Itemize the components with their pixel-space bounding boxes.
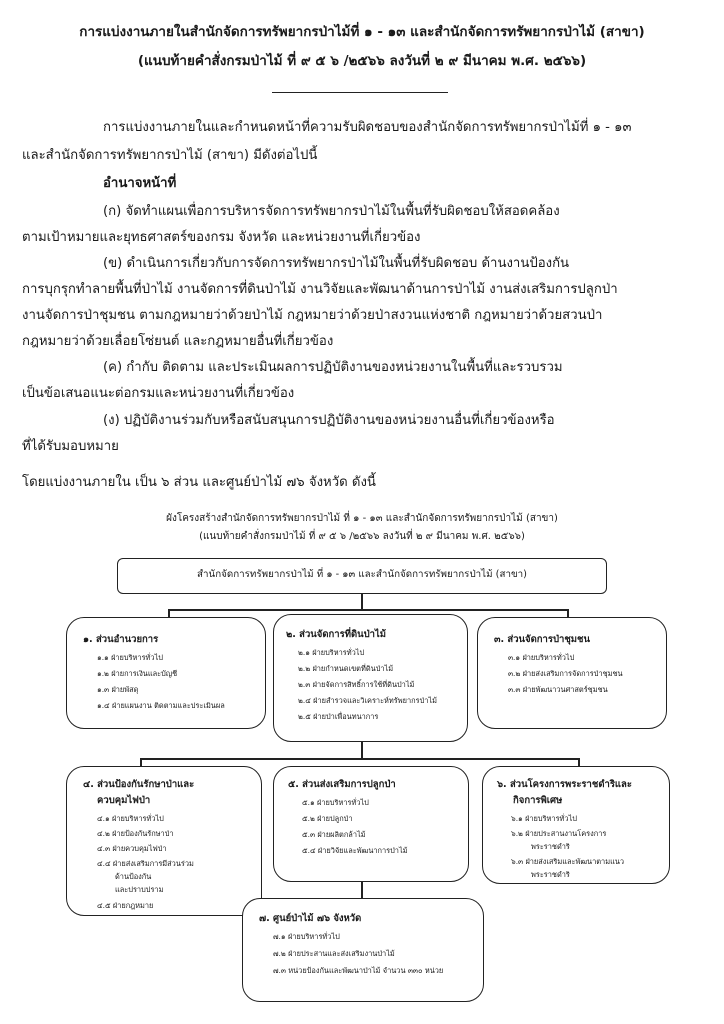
unit-6-item-2: ๖.๒ ฝ่ายประสานงานโครงการ: [511, 829, 607, 838]
duty-b-line-4: กฎหมายว่าด้วยเลื่อยโซ่ยนต์ และกฎหมายอื่นที่เกี่ยวข้อง: [22, 334, 334, 349]
duty-b-line-2: การบุกรุกทำลายพื้นที่ป่าไม้ งานจัดการที่ดินป่าไม้ งานวิจัยและพัฒนาด้านการป่าไม้ งานส่งเสริมการปลูกป่า: [22, 282, 618, 297]
connector-top-down: [361, 593, 363, 610]
unit-1-item-3: ๑.๓ ฝ่ายพัสดุ: [97, 685, 139, 694]
duty-c-line-2: เป็นข้อเสนอแนะต่อกรมและหน่วยงานที่เกี่ยวข้อง: [22, 386, 295, 401]
unit-3-item-1: ๓.๑ ฝ่ายบริหารทั่วไป: [508, 653, 575, 662]
unit-3-item-2: ๓.๒ ฝ่ายส่งเสริมการจัดการป่าชุมชน: [508, 669, 623, 678]
unit-2-item-2: ๒.๒ ฝ่ายกำหนดเขตที่ดินป่าไม้: [298, 664, 394, 673]
unit-3-item-3: ๓.๓ ฝ่ายพัฒนาวนศาสตร์ชุมชน: [508, 685, 608, 694]
unit-box-7: [242, 898, 484, 1002]
org-root-box: [117, 558, 607, 594]
unit-box-6: [482, 766, 670, 884]
duty-d-line-2: ที่ได้รับมอบหมาย: [22, 439, 119, 454]
duty-a-line-2: ตามเป้าหมายและยุทธศาสตร์ของกรม จังหวัด และหน่วยงานที่เกี่ยวข้อง: [22, 230, 421, 245]
unit-box-5: [273, 766, 469, 882]
duty-b-line-1: (ข) ดำเนินการเกี่ยวกับการจัดการทรัพยากรป่าไม้ในพื้นที่รับผิดชอบ ด้านงานป้องกัน: [103, 256, 570, 271]
unit-6-item-1: ๖.๑ ฝ่ายบริหารทั่วไป: [511, 814, 577, 823]
unit-7-title: ๗. ศูนย์ป่าไม้ ๗๖ จังหวัด: [259, 913, 362, 924]
unit-5-title: ๕. ส่วนส่งเสริมการปลูกป่า: [288, 779, 396, 790]
unit-6-item-3-cont: พระราชดำริ: [531, 870, 570, 879]
duty-d-line-1: (ง) ปฏิบัติงานร่วมกับหรือสนับสนุนการปฏิบัติงานของหน่วยงานอื่นที่เกี่ยวข้องหรือ: [103, 413, 555, 428]
unit-6-item-2-cont: พระราชดำริ: [531, 842, 570, 851]
unit-box-1: [66, 617, 266, 729]
connector-mid-down: [361, 740, 363, 760]
unit-7-item-1: ๗.๑ ฝ่ายบริหารทั่วไป: [273, 932, 340, 941]
duty-b-line-3: งานจัดการป่าชุมชน ตามกฎหมายว่าด้วยป่าไม้ กฎหมายว่าด้วยป่าสงวนแห่งชาติ กฎหมายว่าด้วยสวนป่า: [22, 308, 603, 323]
document-title: การแบ่งงานภายในสำนักจัดการทรัพยากรป่าไม้ที่ ๑ - ๑๓ และสำนักจัดการทรัพยากรป่าไม้ (สาขา): [79, 24, 645, 40]
duty-a-line-1: (ก) จัดทำแผนเพื่อการบริหารจัดการทรัพยากรป่าไม้ในพื้นที่รับผิดชอบให้สอดคล้อง: [103, 204, 560, 219]
unit-4-item-3: ๔.๓ ฝ่ายควบคุมไฟป่า: [97, 844, 167, 853]
org-chart-title: ผังโครงสร้างสำนักจัดการทรัพยากรป่าไม้ ที่ ๑ - ๑๓ และสำนักจัดการทรัพยากรป่าไม้ (สาขา): [166, 513, 558, 524]
unit-6-title-cont: กิจการพิเศษ: [513, 795, 563, 806]
unit-7-item-3: ๗.๓ หน่วยป้องกันและพัฒนาป่าไม้ จำนวน ๓๓๐ หน่วย: [273, 966, 444, 975]
unit-1-item-1: ๑.๑ ฝ่ายบริหารทั่วไป: [97, 653, 163, 662]
connector-row2-bar: [140, 758, 580, 760]
unit-6-item-3: ๖.๓ ฝ่ายส่งเสริมและพัฒนาตามแนว: [511, 857, 625, 866]
unit-2-item-1: ๒.๑ ฝ่ายบริหารทั่วไป: [298, 648, 365, 657]
unit-2-item-5: ๒.๕ ฝ่ายป่าเพื่อนทนาการ: [298, 712, 379, 721]
title-divider: [272, 92, 448, 93]
unit-4-title-cont: ควบคุมไฟป่า: [97, 795, 151, 806]
unit-4-item-1: ๔.๑ ฝ่ายบริหารทั่วไป: [97, 814, 164, 823]
document-subtitle: (แนบท้ายคำสั่งกรมป่าไม้ ที่ ๙ ๕ ๖ /๒๕๖๖ ลงวันที่ ๒ ๙ มีนาคม พ.ศ. ๒๕๖๖): [137, 53, 587, 69]
unit-4-item-4: ๔.๔ ฝ่ายส่งเสริมการมีส่วนร่วม: [97, 859, 194, 868]
unit-4-item-4-cont1: ด้านป้องกัน: [115, 872, 152, 881]
unit-1-item-2: ๑.๒ ฝ่ายการเงินและบัญชี: [97, 669, 178, 678]
intro-line-1: การแบ่งงานภายในและกำหนดหน้าที่ความรับผิดชอบของสำนักจัดการทรัพยากรป่าไม้ที่ ๑ - ๑๓: [103, 120, 632, 135]
unit-4-item-2: ๔.๒ ฝ่ายป้องกันรักษาป่า: [97, 829, 174, 838]
unit-2-item-4: ๒.๔ ฝ่ายสำรวจและวิเคราะห์ทรัพยากรป่าไม้: [298, 696, 437, 705]
unit-2-item-3: ๒.๓ ฝ่ายจัดการสิทธิ์การใช้ที่ดินป่าไม้: [298, 680, 415, 689]
unit-box-3: [477, 617, 667, 729]
unit-3-title: ๓. ส่วนจัดการป่าชุมชน: [494, 634, 590, 645]
duty-c-line-1: (ค) กำกับ ติดตาม และประเมินผลการปฏิบัติงานของหน่วยงานในพื้นที่และรวบรวม: [103, 360, 563, 375]
connector-unit-7: [361, 880, 363, 900]
unit-5-item-1: ๕.๑ ฝ่ายบริหารทั่วไป: [302, 798, 369, 807]
unit-5-item-3: ๕.๓ ฝ่ายผลิตกล้าไม้: [302, 830, 366, 839]
division-summary: โดยแบ่งงานภายใน เป็น ๖ ส่วน และศูนย์ป่าไม้ ๗๖ จังหวัด ดังนี้: [22, 475, 376, 490]
unit-4-item-4-cont2: และปราบปราม: [115, 885, 164, 894]
org-root-label: สำนักจัดการทรัพยากรป่าไม้ ที่ ๑ - ๑๓ และสำนักจัดการทรัพยากรป่าไม้ (สาขา): [197, 569, 527, 580]
unit-7-item-2: ๗.๒ ฝ่ายประสานและส่งเสริมงานป่าไม้: [273, 949, 395, 958]
unit-box-4: [66, 766, 262, 916]
org-chart-subtitle: (แนบท้ายคำสั่งกรมป่าไม้ ที่ ๙ ๕ ๖ /๒๕๖๖ ลงวันที่ ๒ ๙ มีนาคม พ.ศ. ๒๕๖๖): [199, 531, 525, 542]
unit-5-item-4: ๕.๔ ฝ่ายวิจัยและพัฒนาการป่าไม้: [302, 846, 408, 855]
unit-box-2: [273, 614, 468, 742]
connector-row1-bar: [168, 609, 569, 611]
unit-6-title: ๖. ส่วนโครงการพระราชดำริและ: [497, 779, 632, 790]
unit-2-title: ๒. ส่วนจัดการที่ดินป่าไม้: [286, 629, 387, 640]
duties-heading: อำนาจหน้าที่: [103, 176, 177, 191]
unit-4-item-5: ๔.๕ ฝ่ายกฎหมาย: [97, 901, 154, 910]
unit-1-title: ๑. ส่วนอำนวยการ: [83, 634, 159, 645]
unit-4-title: ๔. ส่วนป้องกันรักษาป่าและ: [83, 779, 195, 790]
unit-1-item-4: ๑.๔ ฝ่ายแผนงาน ติดตามและประเมินผล: [97, 701, 225, 710]
intro-line-2: และสำนักจัดการทรัพยากรป่าไม้ (สาขา) มีดังต่อไปนี้: [22, 148, 318, 163]
unit-5-item-2: ๕.๒ ฝ่ายปลูกป่า: [302, 814, 353, 823]
